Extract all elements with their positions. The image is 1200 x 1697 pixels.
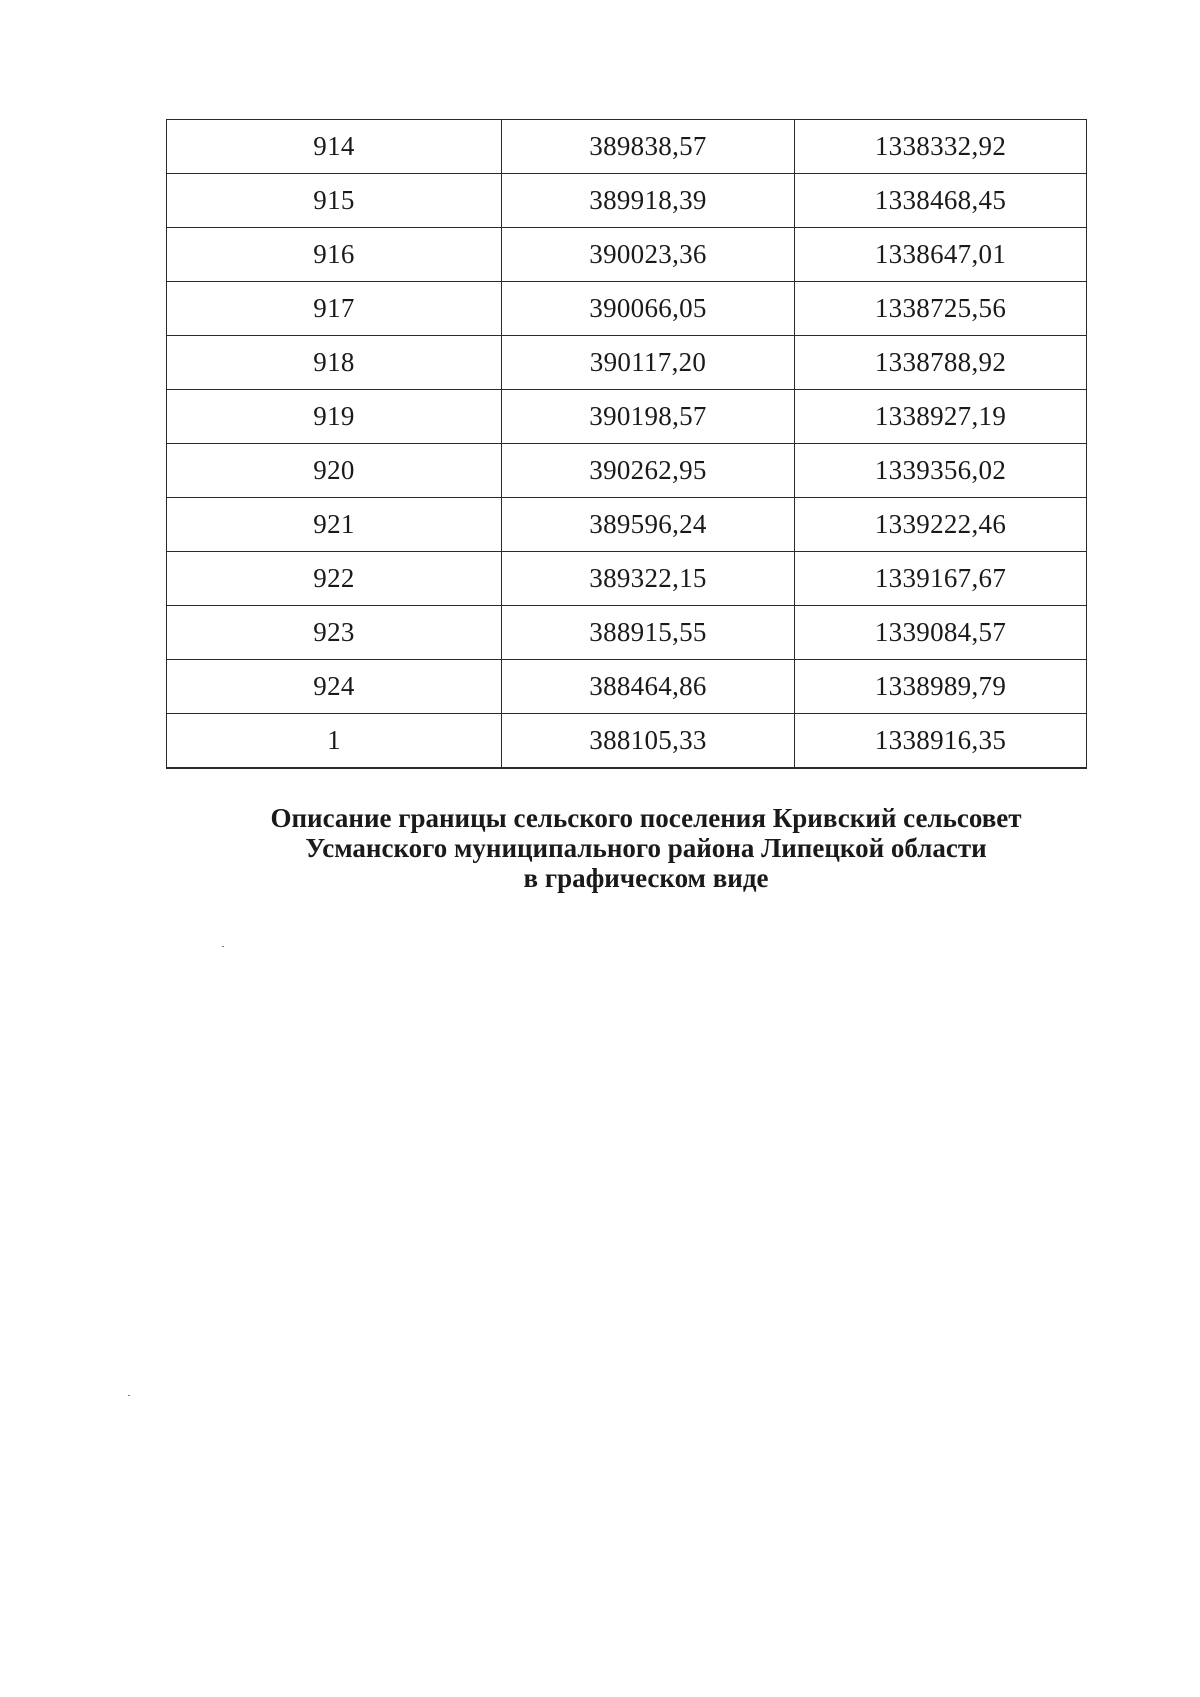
coord-y: 1338468,45 <box>795 174 1087 228</box>
coord-x: 390198,57 <box>502 390 795 444</box>
table-row <box>167 390 1087 444</box>
coord-x: 390023,36 <box>502 228 795 282</box>
point-number: 922 <box>167 552 502 606</box>
table-row <box>167 444 1087 498</box>
table-row <box>167 282 1087 336</box>
point-number: 914 <box>167 120 502 174</box>
caption-line-1: Описание границы сельского поселения Кривский сельсовет <box>270 803 1022 833</box>
table-row <box>167 120 1087 174</box>
coord-x: 388464,86 <box>502 660 795 714</box>
coord-y: 1338332,92 <box>795 120 1087 174</box>
table-row <box>167 606 1087 660</box>
point-number: 917 <box>167 282 502 336</box>
table-row <box>167 660 1087 714</box>
coord-x: 390066,05 <box>502 282 795 336</box>
section-caption <box>166 803 1126 893</box>
table-row <box>167 336 1087 390</box>
point-number: 924 <box>167 660 502 714</box>
coord-y: 1338788,92 <box>795 336 1087 390</box>
caption-line-2: Усманского муниципального района Липецкой области <box>305 833 987 863</box>
coord-x: 390117,20 <box>502 336 795 390</box>
coord-x: 389838,57 <box>502 120 795 174</box>
point-number: 915 <box>167 174 502 228</box>
coord-y: 1338725,56 <box>795 282 1087 336</box>
coord-y: 1338927,19 <box>795 390 1087 444</box>
table-row <box>167 228 1087 282</box>
caption-line-3: в графическом виде <box>523 863 769 893</box>
coord-y: 1338647,01 <box>795 228 1087 282</box>
scan-speck <box>128 1395 130 1396</box>
coord-y: 1338916,35 <box>795 714 1087 769</box>
point-number: 1 <box>167 714 502 769</box>
point-number: 921 <box>167 498 502 552</box>
coord-x: 388105,33 <box>502 714 795 769</box>
coord-y: 1339084,57 <box>795 606 1087 660</box>
point-number: 920 <box>167 444 502 498</box>
table-row <box>167 714 1087 769</box>
coord-y: 1339356,02 <box>795 444 1087 498</box>
coord-x: 389918,39 <box>502 174 795 228</box>
coord-x: 389322,15 <box>502 552 795 606</box>
table-row <box>167 552 1087 606</box>
coord-y: 1339167,67 <box>795 552 1087 606</box>
coordinates-table <box>166 119 1087 769</box>
point-number: 919 <box>167 390 502 444</box>
coord-x: 390262,95 <box>502 444 795 498</box>
point-number: 916 <box>167 228 502 282</box>
coord-x: 388915,55 <box>502 606 795 660</box>
coordinates-table-body <box>167 120 1087 769</box>
coord-y: 1339222,46 <box>795 498 1087 552</box>
table-row <box>167 174 1087 228</box>
table-row <box>167 498 1087 552</box>
point-number: 923 <box>167 606 502 660</box>
scan-speck <box>222 946 224 947</box>
coord-x: 389596,24 <box>502 498 795 552</box>
point-number: 918 <box>167 336 502 390</box>
coord-y: 1338989,79 <box>795 660 1087 714</box>
